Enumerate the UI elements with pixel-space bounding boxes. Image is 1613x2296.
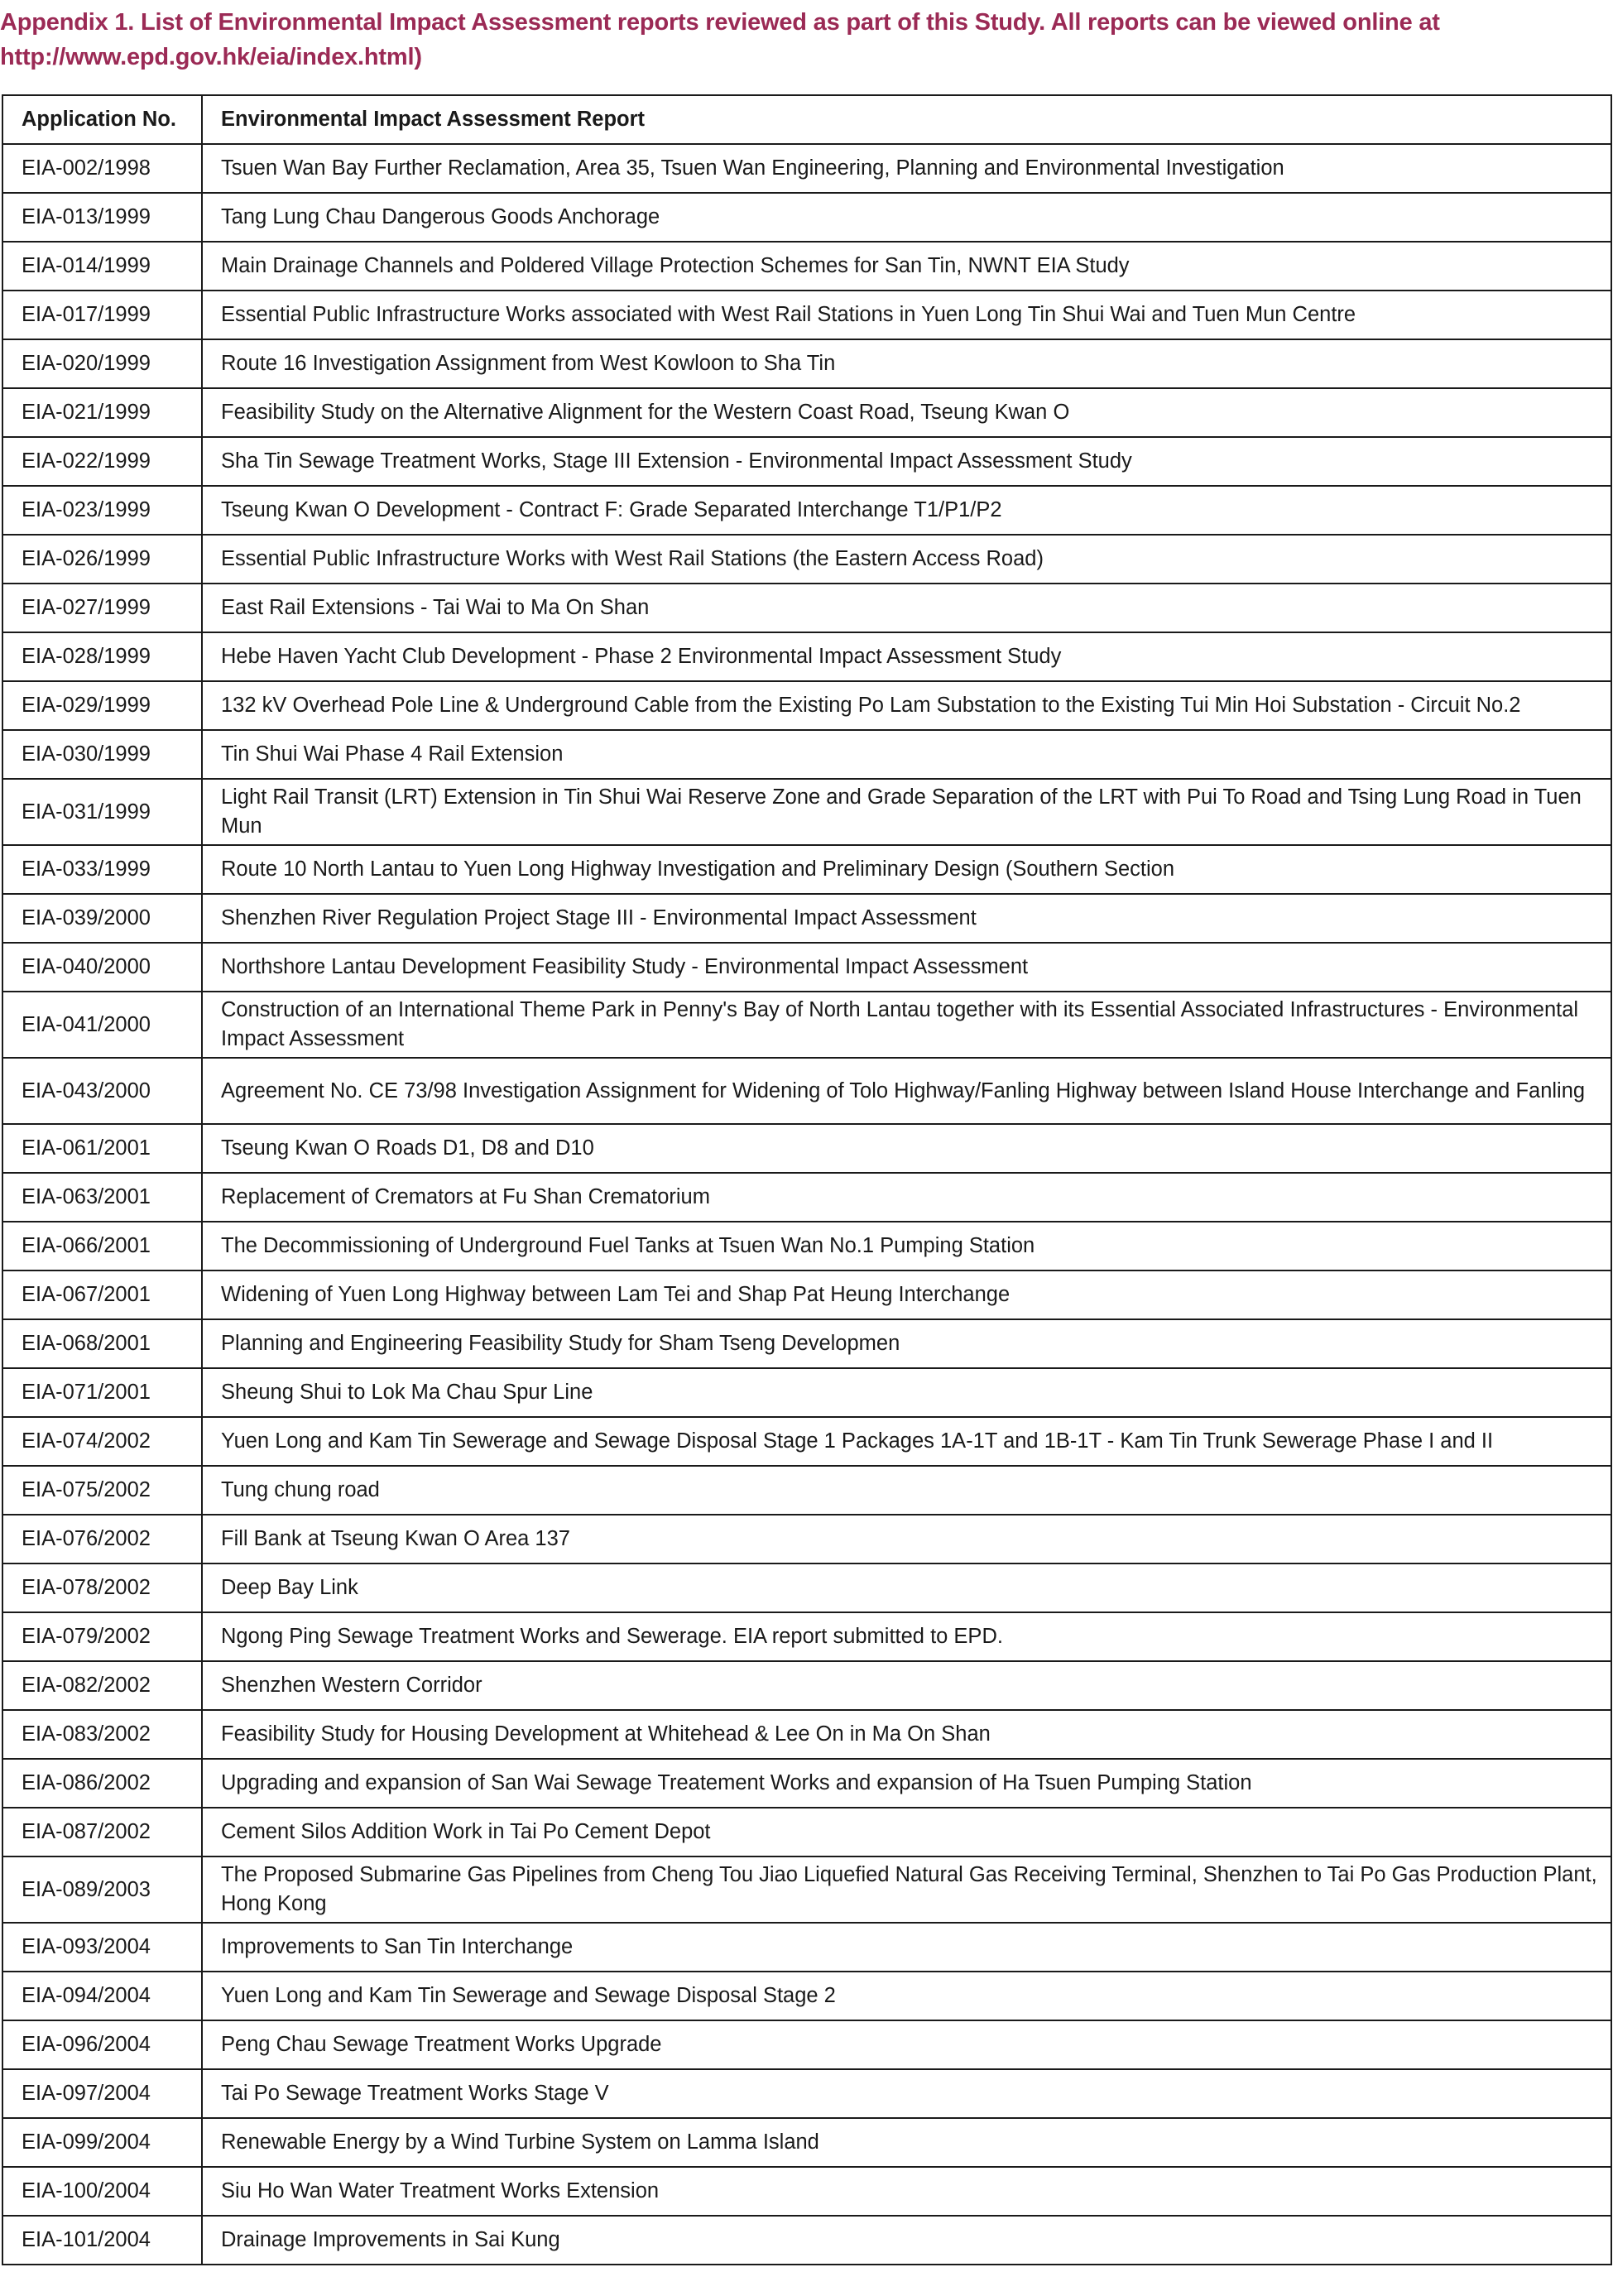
table-row bbox=[2, 1319, 1611, 1368]
report-title-cell: Tang Lung Chau Dangerous Goods Anchorage bbox=[202, 193, 1611, 242]
table-row bbox=[2, 992, 1611, 1058]
application-no-cell: EIA-020/1999 bbox=[2, 339, 202, 388]
table-row bbox=[2, 2118, 1611, 2167]
application-no-cell: EIA-061/2001 bbox=[2, 1124, 202, 1173]
table-row bbox=[2, 1972, 1611, 2020]
report-title-cell: Yuen Long and Kam Tin Sewerage and Sewage Disposal Stage 2 bbox=[202, 1972, 1611, 2020]
report-title-cell: Sheung Shui to Lok Ma Chau Spur Line bbox=[202, 1368, 1611, 1417]
appendix-caption: Appendix 1. List of Environmental Impact Assessment reports reviewed as part of this Study. All reports can be viewed online at http://www.epd.gov.hk/eia/index.html) bbox=[0, 9, 1440, 70]
table-row bbox=[2, 291, 1611, 339]
table-row bbox=[2, 1466, 1611, 1515]
report-title-cell: Upgrading and expansion of San Wai Sewage Treatement Works and expansion of Ha Tsuen Pumping Station bbox=[202, 1759, 1611, 1808]
report-title-cell: Planning and Engineering Feasibility Study for Sham Tseng Developmen bbox=[202, 1319, 1611, 1368]
report-title-cell: Improvements to San Tin Interchange bbox=[202, 1923, 1611, 1972]
report-title-cell: Northshore Lantau Development Feasibility Study - Environmental Impact Assessment bbox=[202, 943, 1611, 992]
table-row bbox=[2, 1661, 1611, 1710]
table-row bbox=[2, 943, 1611, 992]
table-row bbox=[2, 681, 1611, 730]
application-no-cell: EIA-096/2004 bbox=[2, 2020, 202, 2069]
application-no-cell: EIA-078/2002 bbox=[2, 1563, 202, 1612]
column-header-report: Environmental Impact Assessment Report bbox=[202, 95, 1611, 144]
report-title-cell: Feasibility Study for Housing Development at Whitehead & Lee On in Ma On Shan bbox=[202, 1710, 1611, 1759]
application-no-cell: EIA-030/1999 bbox=[2, 730, 202, 779]
application-no-cell: EIA-101/2004 bbox=[2, 2216, 202, 2265]
table-row bbox=[2, 388, 1611, 437]
application-no-cell: EIA-087/2002 bbox=[2, 1808, 202, 1856]
application-no-cell: EIA-075/2002 bbox=[2, 1466, 202, 1515]
table-row bbox=[2, 144, 1611, 193]
table-row bbox=[2, 1270, 1611, 1319]
application-no-cell: EIA-074/2002 bbox=[2, 1417, 202, 1466]
table-row bbox=[2, 845, 1611, 894]
report-title-cell: Replacement of Cremators at Fu Shan Crematorium bbox=[202, 1173, 1611, 1222]
report-title-cell: Deep Bay Link bbox=[202, 1563, 1611, 1612]
application-no-cell: EIA-071/2001 bbox=[2, 1368, 202, 1417]
application-no-cell: EIA-039/2000 bbox=[2, 894, 202, 943]
report-title-cell: Essential Public Infrastructure Works associated with West Rail Stations in Yuen Long Tin Shui Wai and Tuen Mun Centre bbox=[202, 291, 1611, 339]
application-no-cell: EIA-023/1999 bbox=[2, 486, 202, 535]
application-no-cell: EIA-022/1999 bbox=[2, 437, 202, 486]
application-no-cell: EIA-040/2000 bbox=[2, 943, 202, 992]
table-row bbox=[2, 2167, 1611, 2216]
table-row bbox=[2, 1222, 1611, 1270]
application-no-cell: EIA-066/2001 bbox=[2, 1222, 202, 1270]
application-no-cell: EIA-028/1999 bbox=[2, 632, 202, 681]
report-title-cell: East Rail Extensions - Tai Wai to Ma On Shan bbox=[202, 584, 1611, 632]
table-row bbox=[2, 779, 1611, 845]
application-no-cell: EIA-013/1999 bbox=[2, 193, 202, 242]
application-no-cell: EIA-033/1999 bbox=[2, 845, 202, 894]
application-no-cell: EIA-021/1999 bbox=[2, 388, 202, 437]
report-title-cell: Cement Silos Addition Work in Tai Po Cement Depot bbox=[202, 1808, 1611, 1856]
table-row bbox=[2, 1417, 1611, 1466]
application-no-cell: EIA-100/2004 bbox=[2, 2167, 202, 2216]
table-row bbox=[2, 1856, 1611, 1923]
report-title-cell: Tseung Kwan O Development - Contract F: Grade Separated Interchange T1/P1/P2 bbox=[202, 486, 1611, 535]
report-title-cell: Shenzhen River Regulation Project Stage III - Environmental Impact Assessment bbox=[202, 894, 1611, 943]
report-title-cell: Hebe Haven Yacht Club Development - Phase 2 Environmental Impact Assessment Study bbox=[202, 632, 1611, 681]
application-no-cell: EIA-068/2001 bbox=[2, 1319, 202, 1368]
table-row bbox=[2, 1759, 1611, 1808]
application-no-cell: EIA-093/2004 bbox=[2, 1923, 202, 1972]
application-no-cell: EIA-082/2002 bbox=[2, 1661, 202, 1710]
application-no-cell: EIA-086/2002 bbox=[2, 1759, 202, 1808]
table-row bbox=[2, 2020, 1611, 2069]
report-title-cell: The Proposed Submarine Gas Pipelines from Cheng Tou Jiao Liquefied Natural Gas Receiving Terminal, Shenzhen to Tai Po Gas Production Plant, Hong Kong bbox=[202, 1856, 1611, 1923]
report-title-cell: Drainage Improvements in Sai Kung bbox=[202, 2216, 1611, 2265]
table-row bbox=[2, 1368, 1611, 1417]
report-title-cell: Agreement No. CE 73/98 Investigation Assignment for Widening of Tolo Highway/Fanling Highway between Island House Interchange and Fanling bbox=[202, 1058, 1611, 1124]
report-title-cell: Renewable Energy by a Wind Turbine System on Lamma Island bbox=[202, 2118, 1611, 2167]
application-no-cell: EIA-043/2000 bbox=[2, 1058, 202, 1124]
report-title-cell: Shenzhen Western Corridor bbox=[202, 1661, 1611, 1710]
application-no-cell: EIA-099/2004 bbox=[2, 2118, 202, 2167]
report-title-cell: The Decommissioning of Underground Fuel Tanks at Tsuen Wan No.1 Pumping Station bbox=[202, 1222, 1611, 1270]
report-title-cell: Essential Public Infrastructure Works with West Rail Stations (the Eastern Access Road) bbox=[202, 535, 1611, 584]
table-row bbox=[2, 1923, 1611, 1972]
application-no-cell: EIA-002/1998 bbox=[2, 144, 202, 193]
table-row bbox=[2, 242, 1611, 291]
application-no-cell: EIA-079/2002 bbox=[2, 1612, 202, 1661]
table-row bbox=[2, 1058, 1611, 1124]
table-row bbox=[2, 2216, 1611, 2265]
application-no-cell: EIA-014/1999 bbox=[2, 242, 202, 291]
table-row bbox=[2, 1612, 1611, 1661]
table-row bbox=[2, 1710, 1611, 1759]
report-title-cell: Widening of Yuen Long Highway between Lam Tei and Shap Pat Heung Interchange bbox=[202, 1270, 1611, 1319]
report-title-cell: Siu Ho Wan Water Treatment Works Extension bbox=[202, 2167, 1611, 2216]
report-title-cell: Sha Tin Sewage Treatment Works, Stage III Extension - Environmental Impact Assessment Study bbox=[202, 437, 1611, 486]
table-row bbox=[2, 193, 1611, 242]
table-row bbox=[2, 1515, 1611, 1563]
table-row bbox=[2, 632, 1611, 681]
report-title-cell: Construction of an International Theme Park in Penny's Bay of North Lantau together with its Essential Associated Infrastructures - Environmental Impact Assessment bbox=[202, 992, 1611, 1058]
report-title-cell: 132 kV Overhead Pole Line & Underground Cable from the Existing Po Lam Substation to the Existing Tui Min Hoi Substation - Circuit No.2 bbox=[202, 681, 1611, 730]
report-title-cell: Light Rail Transit (LRT) Extension in Tin Shui Wai Reserve Zone and Grade Separation of the LRT with Pui To Road and Tsing Lung Road in Tuen Mun bbox=[202, 779, 1611, 845]
table-row bbox=[2, 1124, 1611, 1173]
table-row bbox=[2, 1563, 1611, 1612]
report-title-cell: Route 10 North Lantau to Yuen Long Highway Investigation and Preliminary Design (Southern Section bbox=[202, 845, 1611, 894]
report-title-cell: Tsuen Wan Bay Further Reclamation, Area 35, Tsuen Wan Engineering, Planning and Environmental Investigation bbox=[202, 144, 1611, 193]
application-no-cell: EIA-029/1999 bbox=[2, 681, 202, 730]
report-title-cell: Tseung Kwan O Roads D1, D8 and D10 bbox=[202, 1124, 1611, 1173]
table-row bbox=[2, 2069, 1611, 2118]
table-row bbox=[2, 339, 1611, 388]
application-no-cell: EIA-094/2004 bbox=[2, 1972, 202, 2020]
application-no-cell: EIA-089/2003 bbox=[2, 1856, 202, 1923]
report-title-cell: Main Drainage Channels and Poldered Village Protection Schemes for San Tin, NWNT EIA Study bbox=[202, 242, 1611, 291]
application-no-cell: EIA-017/1999 bbox=[2, 291, 202, 339]
application-no-cell: EIA-031/1999 bbox=[2, 779, 202, 845]
report-title-cell: Tin Shui Wai Phase 4 Rail Extension bbox=[202, 730, 1611, 779]
column-header-application-no: Application No. bbox=[2, 95, 202, 144]
application-no-cell: EIA-067/2001 bbox=[2, 1270, 202, 1319]
eia-reports-table bbox=[2, 94, 1612, 2265]
table-row bbox=[2, 1808, 1611, 1856]
table-header-row bbox=[2, 95, 1611, 144]
report-title-cell: Feasibility Study on the Alternative Alignment for the Western Coast Road, Tseung Kwan O bbox=[202, 388, 1611, 437]
application-no-cell: EIA-083/2002 bbox=[2, 1710, 202, 1759]
report-title-cell: Peng Chau Sewage Treatment Works Upgrade bbox=[202, 2020, 1611, 2069]
table-row bbox=[2, 486, 1611, 535]
application-no-cell: EIA-063/2001 bbox=[2, 1173, 202, 1222]
report-title-cell: Tai Po Sewage Treatment Works Stage V bbox=[202, 2069, 1611, 2118]
application-no-cell: EIA-097/2004 bbox=[2, 2069, 202, 2118]
application-no-cell: EIA-041/2000 bbox=[2, 992, 202, 1058]
report-title-cell: Route 16 Investigation Assignment from West Kowloon to Sha Tin bbox=[202, 339, 1611, 388]
table-body bbox=[2, 144, 1611, 2265]
table-row bbox=[2, 535, 1611, 584]
table-row bbox=[2, 584, 1611, 632]
table-row bbox=[2, 730, 1611, 779]
table-row bbox=[2, 1173, 1611, 1222]
report-title-cell: Tung chung road bbox=[202, 1466, 1611, 1515]
report-title-cell: Ngong Ping Sewage Treatment Works and Sewerage. EIA report submitted to EPD. bbox=[202, 1612, 1611, 1661]
application-no-cell: EIA-076/2002 bbox=[2, 1515, 202, 1563]
table-row bbox=[2, 437, 1611, 486]
application-no-cell: EIA-026/1999 bbox=[2, 535, 202, 584]
report-title-cell: Yuen Long and Kam Tin Sewerage and Sewage Disposal Stage 1 Packages 1A-1T and 1B-1T - Kam Tin Trunk Sewerage Phase I and II bbox=[202, 1417, 1611, 1466]
application-no-cell: EIA-027/1999 bbox=[2, 584, 202, 632]
table-row bbox=[2, 894, 1611, 943]
report-title-cell: Fill Bank at Tseung Kwan O Area 137 bbox=[202, 1515, 1611, 1563]
